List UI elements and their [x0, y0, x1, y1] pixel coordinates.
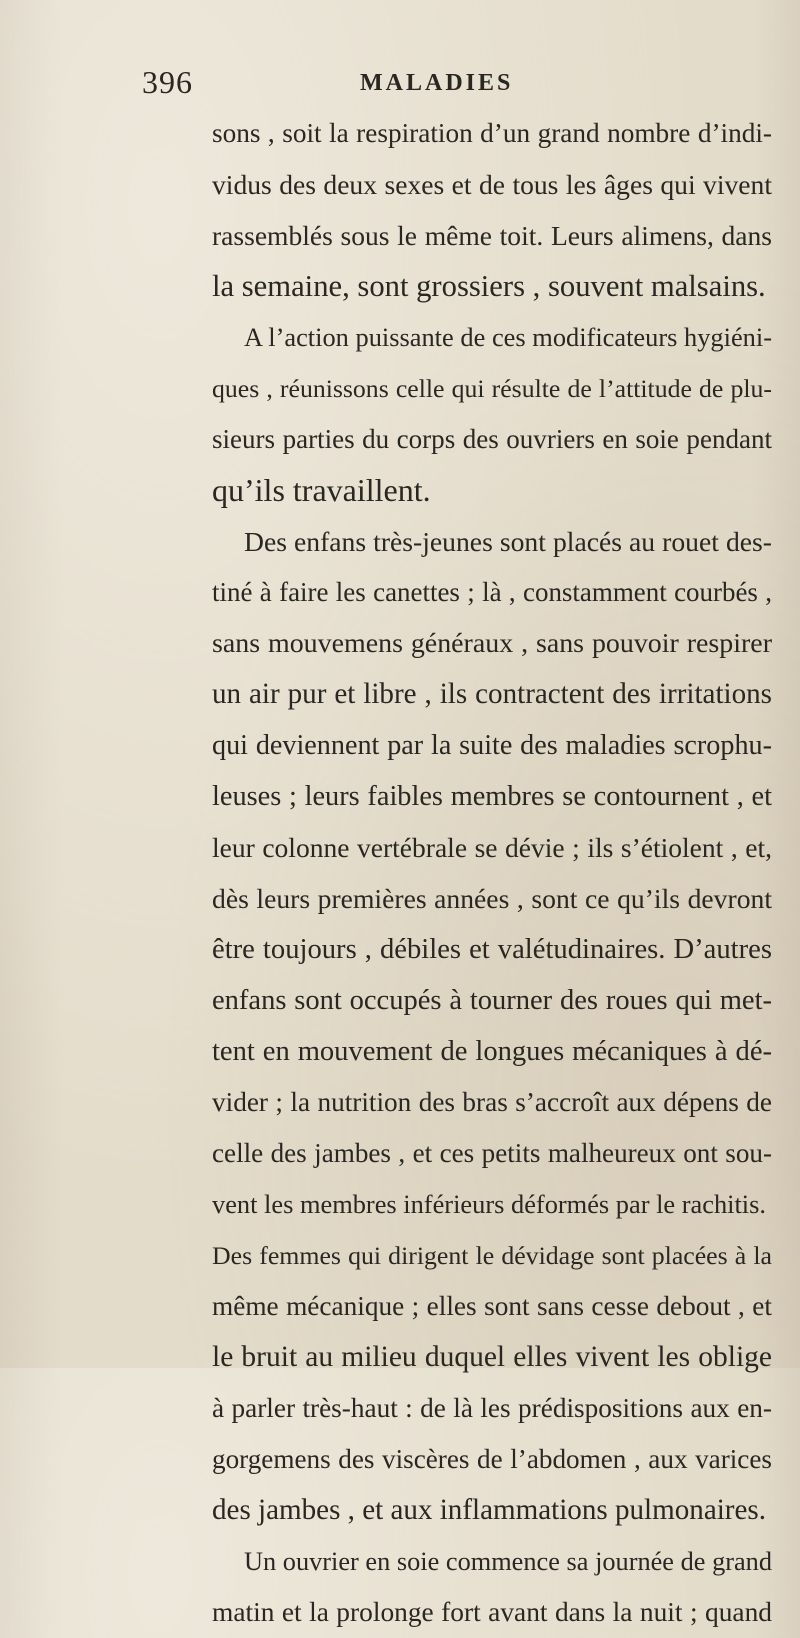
paragraph-2 [212, 312, 772, 516]
text-line: qu’ils travaillent. [212, 472, 431, 508]
paragraph-5 [212, 1536, 772, 1638]
text-line: leuses ; leurs faibles membres se contournent , et [212, 781, 772, 812]
text-line: ques , réunissons celle qui résulte de l’attitude de plu- [212, 374, 772, 403]
text-line: la semaine, sont grossiers , souvent malsains. [212, 269, 766, 303]
text-line: tiné à faire les canettes ; là , constamment courbés , [212, 577, 772, 607]
text-line: Des enfans très-jeunes sont placés au rouet des- [244, 526, 772, 557]
paragraph-1 [212, 108, 772, 312]
text-line: sans mouvemens généraux , sans pouvoir respirer [212, 628, 772, 659]
text-line: qui deviennent par la suite des maladies scrophu- [212, 730, 772, 761]
text-line: à parler très-haut : de là les prédispositions aux en- [212, 1393, 772, 1423]
text-line: vent les membres inférieurs déformés par le rachitis. [212, 1189, 766, 1219]
text-line: vidus des deux sexes et de tous les âges qui vivent [212, 169, 772, 200]
text-line: même mécanique ; elles sont sans cesse debout , et [212, 1291, 772, 1321]
text-line: Un ouvrier en soie commence sa journée de grand [244, 1547, 772, 1576]
text-line: leur colonne vertébrale se dévie ; ils s’étiolent , et, [212, 832, 772, 863]
running-title: MALADIES [360, 70, 514, 96]
text-line: A l’action puissante de ces modificateurs hygiéni- [244, 322, 772, 352]
text-line: gorgemens des viscères de l’abdomen , aux varices [212, 1444, 772, 1474]
text-line: des jambes , et aux inflammations pulmonaires. [212, 1494, 766, 1526]
text-line: un air pur et libre , ils contractent des irritations [212, 678, 772, 710]
text-line: vider ; la nutrition des bras s’accroît aux dépens de [212, 1087, 772, 1117]
running-head [0, 64, 800, 104]
text-line: Des femmes qui dirigent le dévidage sont placées à la [212, 1241, 772, 1270]
paragraph-3 [212, 516, 772, 1230]
text-line: être toujours , débiles et valétudinaires. D’autres [212, 934, 772, 965]
text-line: rassemblés sous le même toit. Leurs alimens, dans [212, 220, 772, 251]
paragraph-4 [212, 1230, 772, 1536]
text-line: sons , soit la respiration d’un grand nombre d’indi- [212, 118, 772, 148]
text-line: enfans sont occupés à tourner des roues qui met- [212, 985, 772, 1016]
text-line: le bruit au milieu duquel elles vivent les oblige [212, 1341, 772, 1373]
body-text [212, 108, 772, 1638]
text-line: dès leurs premières années , sont ce qu’ils devront [212, 883, 772, 914]
text-line: celle des jambes , et ces petits malheureux ont sou- [212, 1138, 772, 1168]
text-line: matin et la prolonge fort avant dans la nuit ; quand [212, 1597, 772, 1627]
text-line: sieurs parties du corps des ouvriers en soie pendant [212, 424, 772, 454]
page-number: 396 [142, 64, 193, 100]
text-line: tent en mouvement de longues mécaniques à dé- [212, 1036, 772, 1067]
